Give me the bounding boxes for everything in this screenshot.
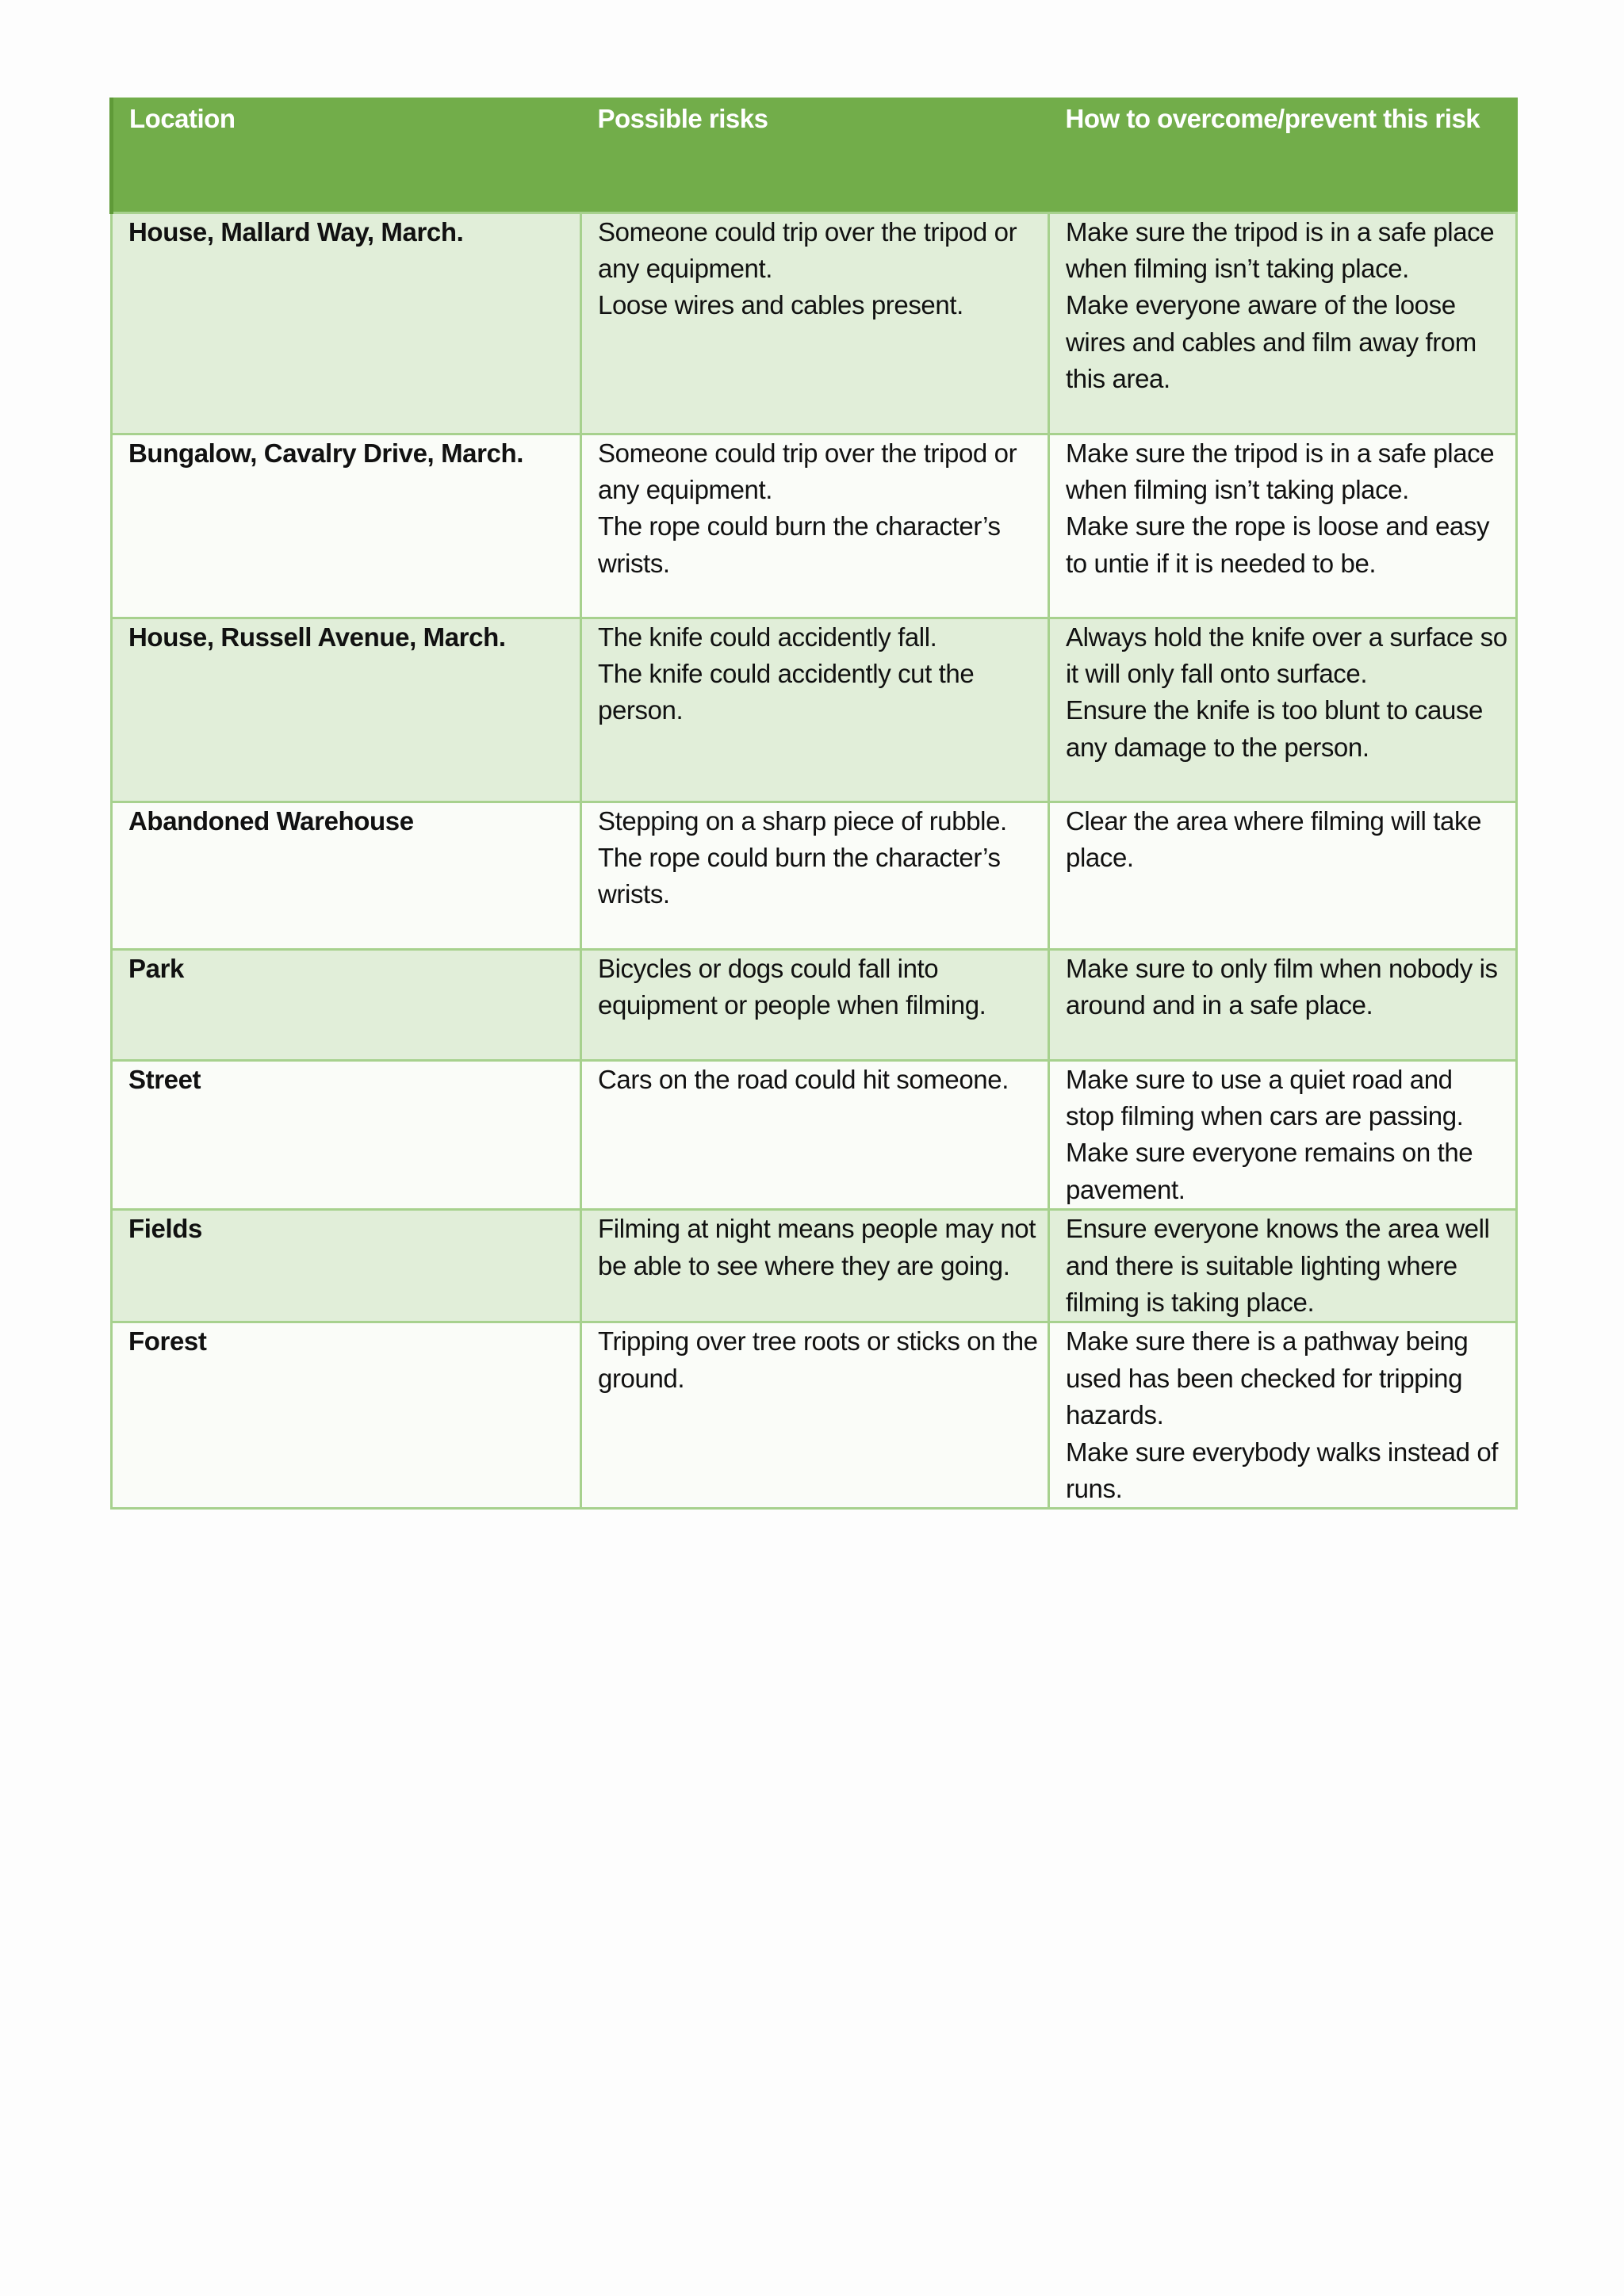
location-cell: Abandoned Warehouse bbox=[112, 802, 581, 949]
risk-text: The knife could accidently cut the person. bbox=[598, 658, 975, 725]
prevention-text: Make sure the tripod is in a safe place when filming isn’t taking place. bbox=[1066, 438, 1495, 504]
location-cell: House, Mallard Way, March. bbox=[112, 212, 581, 434]
location-cell: Forest bbox=[112, 1322, 581, 1509]
risk-text: The rope could burn the character’s wrists. bbox=[598, 511, 1001, 578]
prevention-text: Make sure everyone remains on the pavement. bbox=[1066, 1138, 1473, 1204]
table-row bbox=[112, 434, 1517, 618]
table-row bbox=[112, 949, 1517, 1060]
prevention-cell bbox=[1049, 1060, 1517, 1210]
prevention-text: Ensure the knife is too blunt to cause any damage to the person. bbox=[1066, 695, 1483, 762]
risks-cell bbox=[581, 1322, 1049, 1509]
prevention-cell bbox=[1049, 212, 1517, 434]
risk-text: Cars on the road could hit someone. bbox=[598, 1064, 1009, 1094]
table-row bbox=[112, 1060, 1517, 1210]
prevention-cell bbox=[1049, 434, 1517, 618]
risk-text: Someone could trip over the tripod or any equipment. bbox=[598, 438, 1017, 504]
location-cell: Street bbox=[112, 1060, 581, 1210]
risk-text: Someone could trip over the tripod or any equipment. bbox=[598, 216, 1017, 283]
risks-cell bbox=[581, 434, 1049, 618]
prevention-text: Ensure everyone knows the area well and there is suitable lighting where filming is taking place. bbox=[1066, 1214, 1490, 1317]
risk-text: Bicycles or dogs could fall into equipment or people when filming. bbox=[598, 953, 986, 1020]
risk-text: The knife could accidently fall. bbox=[598, 622, 937, 652]
prevention-cell bbox=[1049, 802, 1517, 949]
risk-text: Tripping over tree roots or sticks on the ground. bbox=[598, 1326, 1038, 1393]
prevention-text: Make sure everybody walks instead of runs. bbox=[1066, 1437, 1499, 1503]
prevention-text: Make sure the tripod is in a safe place when filming isn’t taking place. bbox=[1066, 216, 1495, 283]
header-prevention: How to overcome/prevent this risk bbox=[1049, 98, 1517, 212]
table-row bbox=[112, 1210, 1517, 1322]
table-header-row bbox=[112, 98, 1517, 212]
risks-cell bbox=[581, 1060, 1049, 1210]
header-possible-risks: Possible risks bbox=[581, 98, 1049, 212]
table-row bbox=[112, 1322, 1517, 1509]
location-cell: Bungalow, Cavalry Drive, March. bbox=[112, 434, 581, 618]
risk-text: The rope could burn the character’s wrists. bbox=[598, 842, 1001, 909]
prevention-text: Make sure to only film when nobody is around and in a safe place. bbox=[1066, 953, 1498, 1020]
risks-cell bbox=[581, 949, 1049, 1060]
location-cell: Park bbox=[112, 949, 581, 1060]
risks-cell bbox=[581, 618, 1049, 802]
header-location: Location bbox=[112, 98, 581, 212]
prevention-cell bbox=[1049, 1210, 1517, 1322]
prevention-text: Make everyone aware of the loose wires and cables and film away from this area. bbox=[1066, 290, 1477, 394]
risks-cell bbox=[581, 802, 1049, 949]
risk-text: Stepping on a sharp piece of rubble. bbox=[598, 806, 1007, 836]
risk-text: Filming at night means people may not be able to see where they are going. bbox=[598, 1214, 1036, 1280]
risks-cell bbox=[581, 212, 1049, 434]
prevention-text: Make sure to use a quiet road and stop filming when cars are passing. bbox=[1066, 1064, 1464, 1131]
table-row bbox=[112, 618, 1517, 802]
prevention-cell bbox=[1049, 1322, 1517, 1509]
table-row bbox=[112, 802, 1517, 949]
risks-cell bbox=[581, 1210, 1049, 1322]
risk-text: Loose wires and cables present. bbox=[598, 290, 963, 320]
location-cell: Fields bbox=[112, 1210, 581, 1322]
prevention-cell bbox=[1049, 618, 1517, 802]
risk-assessment-table bbox=[109, 98, 1518, 1510]
prevention-text: Make sure there is a pathway being used has been checked for tripping hazards. bbox=[1066, 1326, 1469, 1430]
table-row bbox=[112, 212, 1517, 434]
prevention-text: Always hold the knife over a surface so it will only fall onto surface. bbox=[1066, 622, 1507, 688]
prevention-text: Make sure the rope is loose and easy to untie if it is needed to be. bbox=[1066, 511, 1490, 578]
location-cell: House, Russell Avenue, March. bbox=[112, 618, 581, 802]
prevention-cell bbox=[1049, 949, 1517, 1060]
prevention-text: Clear the area where filming will take place. bbox=[1066, 806, 1482, 872]
